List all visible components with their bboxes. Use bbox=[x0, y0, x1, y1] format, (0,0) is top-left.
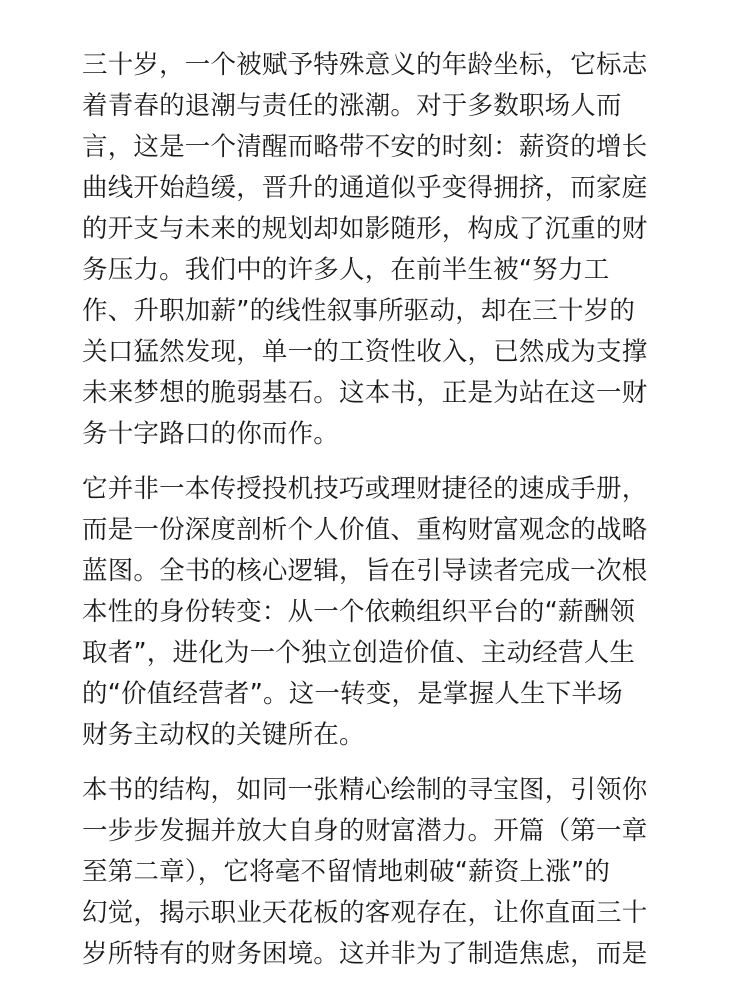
text-line: 幻觉，揭示职业天花板的客观存在，让你直面三十 bbox=[82, 898, 648, 928]
text-line: 着青春的退潮与责任的涨潮。对于多数职场人而 bbox=[82, 91, 622, 121]
paragraph-1 bbox=[82, 45, 670, 455]
text-line: 关口猛然发现，单一的工资性收入，已然成为支撑 bbox=[82, 337, 648, 367]
text-line: 而是一份深度剖析个人价值、重构财富观念的战略 bbox=[82, 515, 648, 545]
document-body bbox=[82, 45, 670, 975]
text-line: 的“价值经营者”。这一转变，是掌握人生下半场 bbox=[82, 679, 623, 709]
text-line: 未来梦想的脆弱基石。这本书，正是为站在这一财 bbox=[82, 378, 648, 408]
text-line: 本书的结构，如同一张精心绘制的寻宝图，引领你 bbox=[82, 775, 648, 805]
text-line: 取者”，进化为一个独立创造价值、主动经营人生 bbox=[82, 638, 636, 668]
text-line: 曲线开始趋缓，晋升的通道似乎变得拥挤，而家庭 bbox=[82, 173, 648, 203]
text-line: 三十岁，一个被赋予特殊意义的年龄坐标，它标志 bbox=[82, 50, 648, 80]
text-line: 至第二章），它将毫不留情地刺破“薪资上涨”的 bbox=[82, 857, 611, 887]
text-line: 言，这是一个清醒而略带不安的时刻：薪资的增长 bbox=[82, 132, 648, 162]
text-line: 本性的身份转变：从一个依赖组织平台的“薪酬领 bbox=[82, 597, 636, 627]
text-line: 财务主动权的关键所在。 bbox=[82, 720, 365, 750]
text-line: 它并非一本传授投机技巧或理财捷径的速成手册， bbox=[82, 474, 648, 504]
text-line: 务压力。我们中的许多人，在前半生被“努力工 bbox=[82, 255, 610, 285]
text-line: 一步步发掘并放大自身的财富潜力。开篇（第一章 bbox=[82, 816, 648, 846]
paragraph-2 bbox=[82, 469, 670, 756]
text-line: 的开支与未来的规划却如影随形，构成了沉重的财 bbox=[82, 214, 648, 244]
paragraph-3 bbox=[82, 770, 670, 975]
text-line: 岁所特有的财务困境。这并非为了制造焦虑，而是 bbox=[82, 939, 648, 969]
text-line: 作、升职加薪”的线性叙事所驱动，却在三十岁的 bbox=[82, 296, 636, 326]
text-line: 蓝图。全书的核心逻辑，旨在引导读者完成一次根 bbox=[82, 556, 648, 586]
text-line: 务十字路口的你而作。 bbox=[82, 419, 340, 449]
